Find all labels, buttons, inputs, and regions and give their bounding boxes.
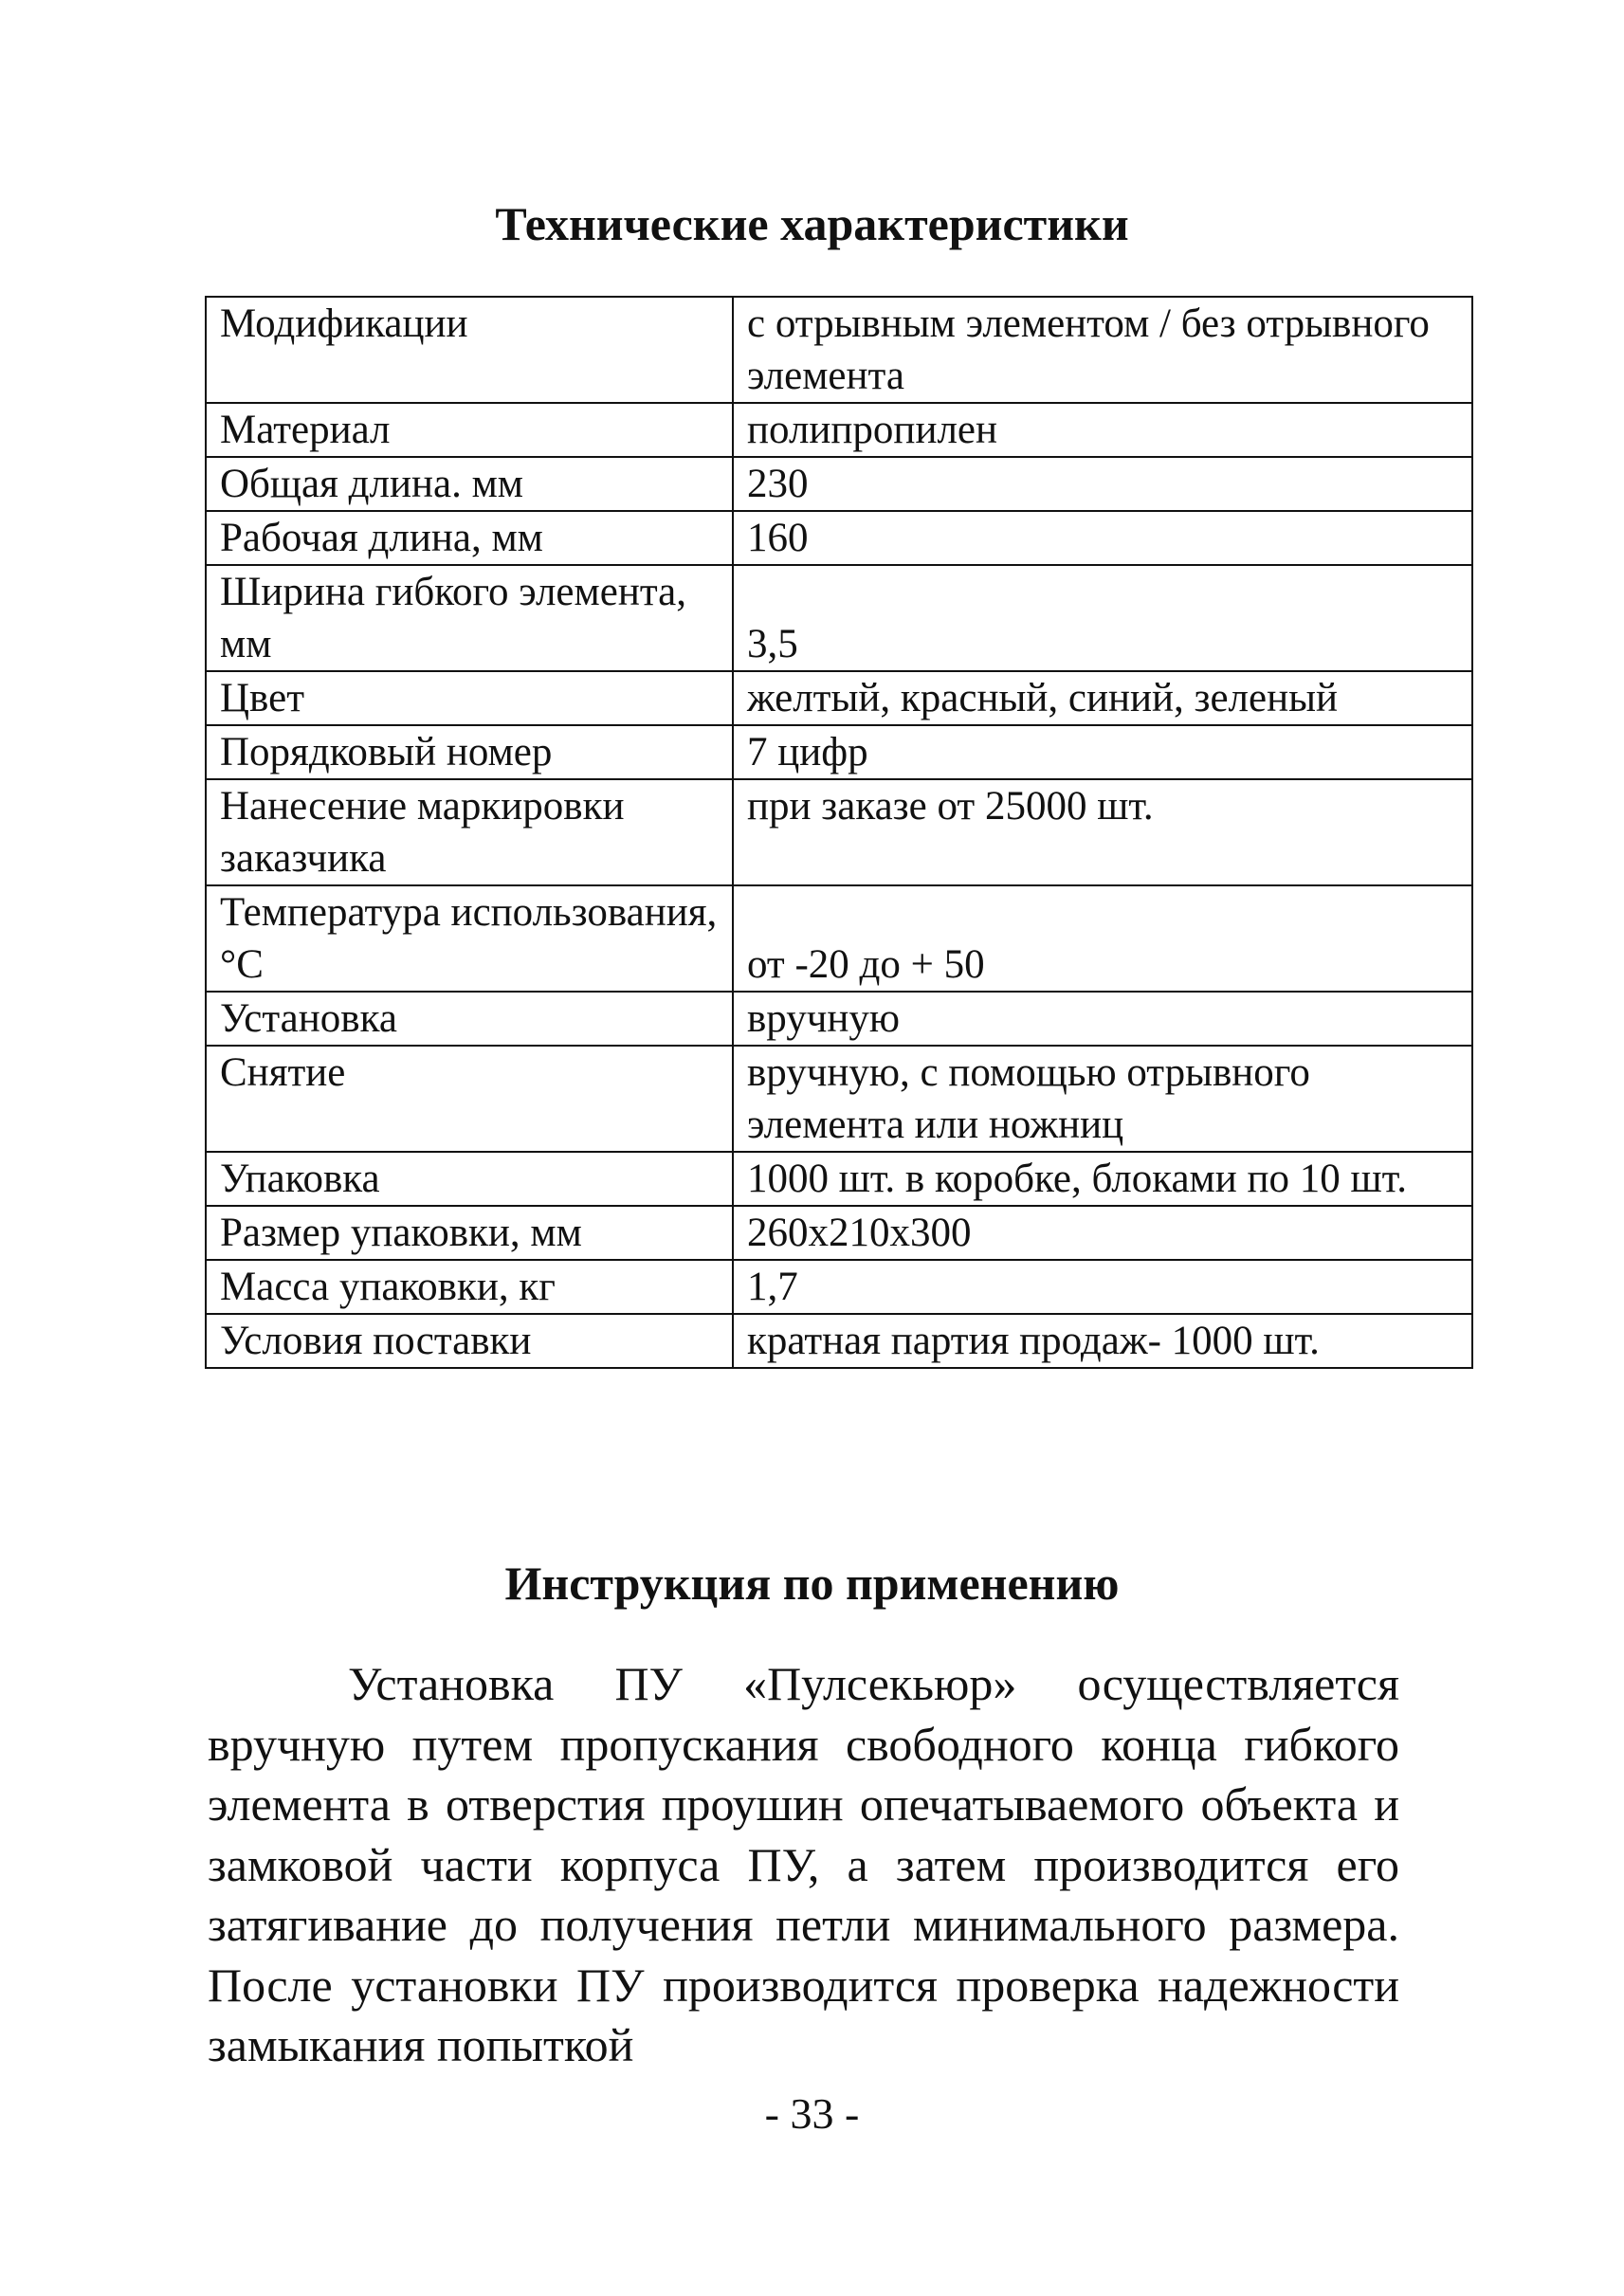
- param-cell: Материал: [206, 403, 733, 457]
- table-row: [206, 1046, 1472, 1152]
- param-cell: Температура использования, °С: [206, 885, 733, 992]
- value-cell: от -20 до + 50: [733, 885, 1472, 992]
- param-cell: Порядковый номер: [206, 725, 733, 779]
- table-row: [206, 457, 1472, 511]
- value-cell: 230: [733, 457, 1472, 511]
- value-cell: вручную: [733, 992, 1472, 1046]
- table-row: [206, 403, 1472, 457]
- param-cell: Снятие: [206, 1046, 733, 1152]
- table-row: [206, 1206, 1472, 1260]
- value-cell: желтый, красный, синий, зеленый: [733, 671, 1472, 725]
- table-row: [206, 565, 1472, 671]
- table-row: [206, 511, 1472, 565]
- param-cell: Размер упаковки, мм: [206, 1206, 733, 1260]
- table-row: [206, 1260, 1472, 1314]
- table-row: [206, 1314, 1472, 1368]
- value-cell: 7 цифр: [733, 725, 1472, 779]
- param-cell: Упаковка: [206, 1152, 733, 1206]
- instructions-paragraph: Установка ПУ «Пулсекьюр» осуществляется вручную путем пропускания свободного конца гибкого элемента в отверстия проушин опечатываемого объекта и замковой части корпуса ПУ, а затем производится его затягивание до получения петли минимального размера. После установки ПУ производится проверка надежности замыкания попыткой: [208, 1657, 1399, 2071]
- table-row: [206, 779, 1472, 885]
- value-cell: с отрывным элементом / без отрывного элемента: [733, 297, 1472, 403]
- value-cell: 260x210x300: [733, 1206, 1472, 1260]
- instructions-title: Инструкция по применению: [504, 1557, 1120, 1610]
- table-row: [206, 885, 1472, 992]
- param-cell: Цвет: [206, 671, 733, 725]
- param-cell: Ширина гибкого элемента, мм: [206, 565, 733, 671]
- spec-table: [205, 296, 1473, 1369]
- value-cell: вручную, с помощью отрывного элемента или ножниц: [733, 1046, 1472, 1152]
- spec-title: Технические характеристики: [495, 197, 1129, 250]
- param-cell: Условия поставки: [206, 1314, 733, 1368]
- value-cell: 1000 шт. в коробке, блоками по 10 шт.: [733, 1152, 1472, 1206]
- table-row: [206, 297, 1472, 403]
- value-cell: 160: [733, 511, 1472, 565]
- param-cell: Установка: [206, 992, 733, 1046]
- value-cell: 3,5: [733, 565, 1472, 671]
- table-row: [206, 671, 1472, 725]
- param-cell: Общая длина. мм: [206, 457, 733, 511]
- param-cell: Масса упаковки, кг: [206, 1260, 733, 1314]
- table-row: [206, 725, 1472, 779]
- value-cell: полипропилен: [733, 403, 1472, 457]
- table-row: [206, 992, 1472, 1046]
- param-cell: Модификации: [206, 297, 733, 403]
- param-cell: Нанесение маркировки заказчика: [206, 779, 733, 885]
- value-cell: при заказе от 25000 шт.: [733, 779, 1472, 885]
- table-row: [206, 1152, 1472, 1206]
- value-cell: кратная партия продаж- 1000 шт.: [733, 1314, 1472, 1368]
- value-cell: 1,7: [733, 1260, 1472, 1314]
- page-number: - 33 -: [764, 2089, 860, 2138]
- param-cell: Рабочая длина, мм: [206, 511, 733, 565]
